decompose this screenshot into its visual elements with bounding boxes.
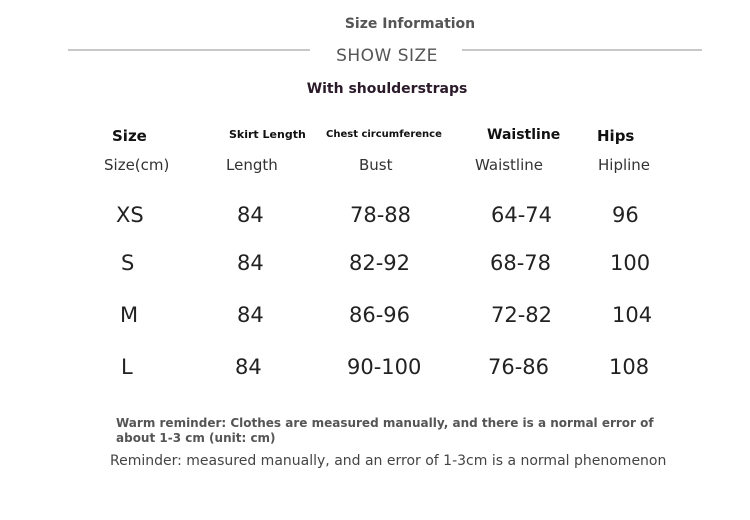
header-hips: Hips	[597, 127, 635, 145]
header-hipline: Hipline	[598, 156, 651, 174]
table-cell-size: XS	[116, 203, 144, 227]
warm-reminder-note: Warm reminder: Clothes are measured manually, and there is a normal error of about 1-3 cm (unit: cm)	[116, 416, 654, 445]
table-cell-bust: 78-88	[350, 203, 412, 227]
header-waistline-secondary: Waistline	[475, 156, 543, 174]
header-size-cm: Size(cm)	[104, 156, 170, 174]
table-cell-hipline: 96	[612, 203, 639, 227]
table-cell-hipline: 108	[609, 355, 650, 379]
header-waistline: Waistline	[487, 127, 561, 143]
table-cell-bust: 82-92	[349, 251, 411, 275]
reminder-note: Reminder: measured manually, and an error of 1-3cm is a normal phenomenon	[110, 453, 667, 469]
table-cell-size: M	[120, 303, 139, 327]
table-cell-size: S	[121, 251, 135, 275]
subtitle: With shoulderstraps	[306, 81, 468, 97]
table-cell-hipline: 100	[610, 251, 651, 275]
table-cell-length: 84	[235, 355, 262, 379]
table-cell-waistline: 68-78	[490, 251, 552, 275]
table-cell-hipline: 104	[612, 303, 653, 327]
table-cell-waistline: 72-82	[491, 303, 553, 327]
header-skirt-length: Skirt Length	[229, 128, 306, 141]
header-bust: Bust	[359, 156, 393, 174]
table-cell-bust: 90-100	[347, 355, 422, 379]
table-cell-length: 84	[237, 203, 264, 227]
table-cell-waistline: 76-86	[488, 355, 550, 379]
header-size: Size	[112, 127, 147, 145]
table-cell-length: 84	[237, 303, 264, 327]
table-cell-bust: 86-96	[349, 303, 411, 327]
table-cell-length: 84	[237, 251, 264, 275]
table-cell-size: L	[121, 355, 133, 379]
header-chest-circumference: Chest circumference	[326, 129, 442, 140]
size-information-title: Size Information	[344, 16, 476, 32]
header-length: Length	[226, 156, 278, 174]
table-cell-waistline: 64-74	[491, 203, 553, 227]
show-size-heading: SHOW SIZE	[336, 46, 438, 66]
